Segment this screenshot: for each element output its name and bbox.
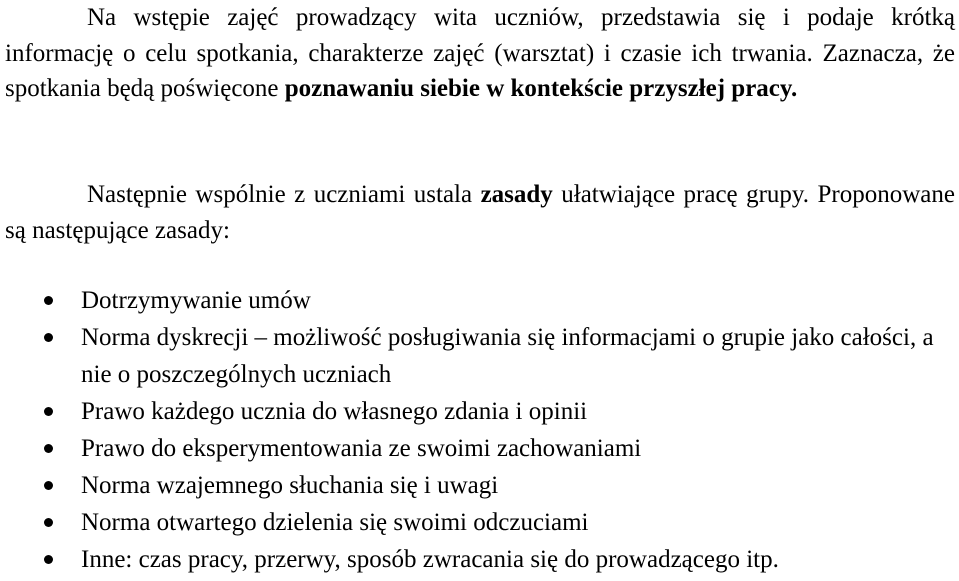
rules-emphasis: zasady (480, 181, 553, 208)
intro-paragraph (5, 0, 955, 107)
list-item (0, 541, 953, 578)
bullet-icon (44, 296, 53, 305)
rule-text: Dotrzymywanie umów (81, 287, 311, 314)
list-item (0, 393, 953, 430)
intro-text: Na wstępie zajęć prowadzący wita uczniów, przedstawia się i podaje krótką informację o celu spotkania, charakterze zajęć (warsztat) i czasie ich trwania. Zaznacza, że spotkania będą poświęcone (5, 4, 955, 102)
bullet-icon (44, 444, 53, 453)
bullet-icon (44, 407, 53, 416)
bullet-icon (44, 518, 53, 527)
list-item (0, 430, 953, 467)
rules-intro-paragraph (5, 177, 955, 248)
intro-emphasis: poznawaniu siebie w kontekście przyszłej pracy. (284, 75, 798, 102)
rule-text: Prawo do eksperymentowania ze swoimi zachowaniami (81, 435, 642, 462)
bullet-icon (44, 333, 53, 342)
rule-text: Norma dyskrecji – możliwość posługiwania się informacjami o grupie jako całości, a nie o poszczególnych uczniach (81, 324, 934, 388)
list-item (0, 282, 953, 319)
list-item (0, 319, 953, 393)
rules-intro-text-end: ułatwiające pracę grupy. Proponowane są następujące zasady: (5, 181, 955, 244)
list-item (0, 504, 953, 541)
rule-text: Norma wzajemnego słuchania się i uwagi (81, 472, 499, 499)
rule-text: Inne: czas pracy, przerwy, sposób zwracania się do prowadzącego itp. (81, 546, 779, 573)
rule-text: Norma otwartego dzielenia się swoimi odczuciami (81, 509, 589, 536)
bullet-icon (44, 555, 53, 564)
rules-intro-text: Następnie wspólnie z uczniami ustala (87, 181, 481, 208)
rule-text: Prawo każdego ucznia do własnego zdania i opinii (81, 398, 588, 425)
rules-list (0, 282, 959, 578)
bullet-icon (44, 481, 53, 490)
list-item (0, 467, 953, 504)
